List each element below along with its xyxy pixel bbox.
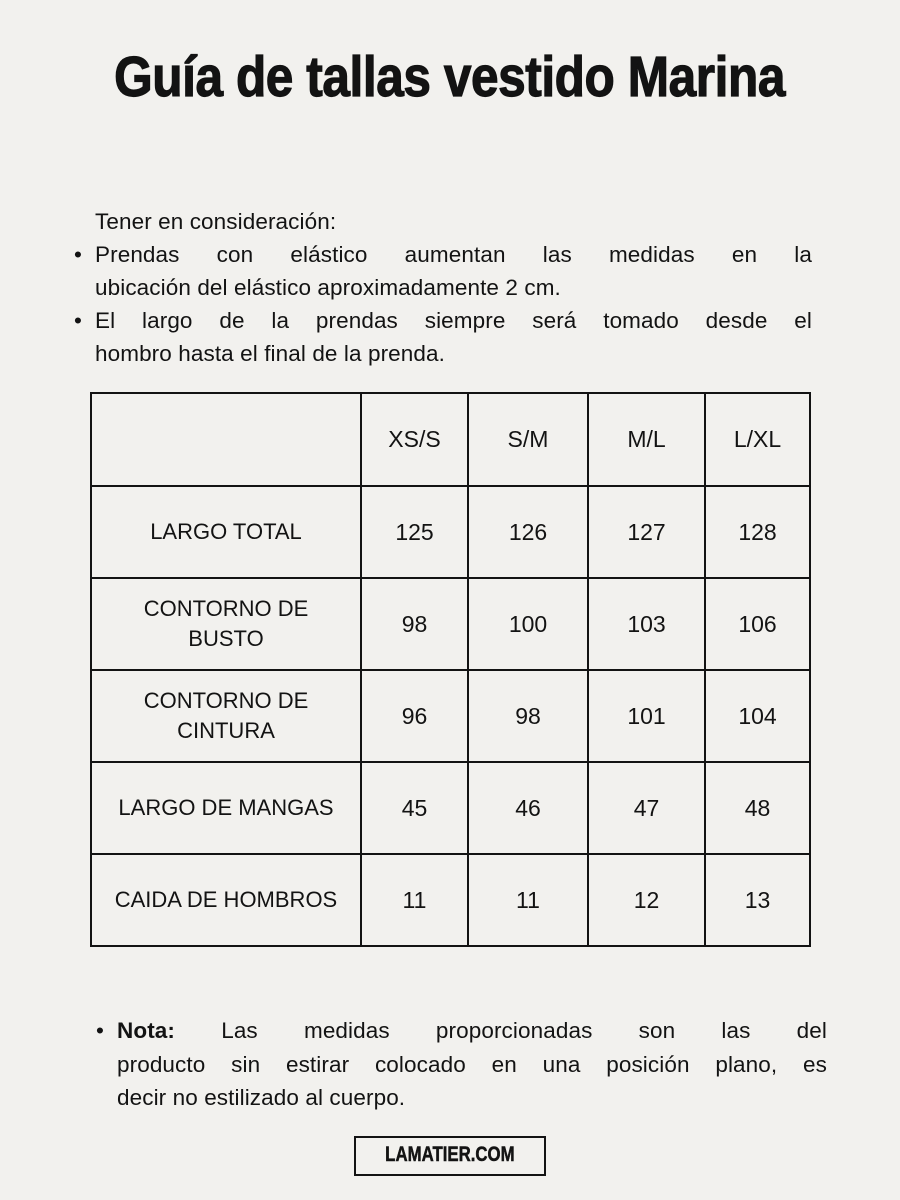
table-row xyxy=(91,854,810,946)
consideration-bullet-elastic xyxy=(72,238,812,304)
considerations-heading: Tener en consideración: xyxy=(95,209,337,234)
measurement-value: 11 xyxy=(468,854,588,946)
measurement-value: 47 xyxy=(588,762,705,854)
note-bullet xyxy=(94,1014,827,1115)
measurement-label: CONTORNO DE BUSTO xyxy=(91,578,361,670)
table-row xyxy=(91,578,810,670)
measurement-value: 100 xyxy=(468,578,588,670)
table-corner-cell xyxy=(91,393,361,486)
measurement-value: 11 xyxy=(361,854,468,946)
measurement-value: 13 xyxy=(705,854,810,946)
measurement-value: 98 xyxy=(361,578,468,670)
measurement-value: 46 xyxy=(468,762,588,854)
bullet-line: ubicación del elástico aproximadamente 2 cm. xyxy=(95,275,561,300)
table-row xyxy=(91,486,810,578)
measurement-label: LARGO TOTAL xyxy=(91,486,361,578)
note-line: decir no estilizado al cuerpo. xyxy=(117,1085,406,1110)
footer xyxy=(0,1136,900,1176)
measurement-value: 127 xyxy=(588,486,705,578)
measurement-value: 125 xyxy=(361,486,468,578)
bullet-line: • Prendas con elástico aumentan las medidas en la xyxy=(95,242,812,267)
note-section xyxy=(94,1014,827,1115)
measurement-value: 104 xyxy=(705,670,810,762)
page-title xyxy=(0,46,900,108)
measurement-value: 106 xyxy=(705,578,810,670)
bullet-line: • El largo de la prendas siempre será tomado desde el xyxy=(95,308,812,333)
note-text: Las medidas proporcionadas son las del xyxy=(221,1018,827,1043)
measurement-value: 98 xyxy=(468,670,588,762)
measurement-value: 12 xyxy=(588,854,705,946)
measurement-value: 96 xyxy=(361,670,468,762)
measurement-value: 128 xyxy=(705,486,810,578)
measurement-label: CONTORNO DE CINTURA xyxy=(91,670,361,762)
table-header-row xyxy=(91,393,810,486)
bullet-line: hombro hasta el final de la prenda. xyxy=(95,341,445,366)
size-table xyxy=(90,392,811,947)
size-column-header: S/M xyxy=(468,393,588,486)
measurement-label: CAIDA DE HOMBROS xyxy=(91,854,361,946)
brand-badge xyxy=(354,1136,546,1176)
note-label: Nota: xyxy=(117,1018,175,1043)
note-line: producto sin estirar colocado en una posición plano, es xyxy=(117,1051,827,1077)
table-row xyxy=(91,762,810,854)
brand-text: LAMATIER.COM xyxy=(385,1143,515,1166)
size-column-header: XS/S xyxy=(361,393,468,486)
measurement-value: 126 xyxy=(468,486,588,578)
consideration-bullet-length xyxy=(72,304,812,370)
measurement-value: 45 xyxy=(361,762,468,854)
measurement-value: 103 xyxy=(588,578,705,670)
size-column-header: L/XL xyxy=(705,393,810,486)
measurement-label: LARGO DE MANGAS xyxy=(91,762,361,854)
size-column-header: M/L xyxy=(588,393,705,486)
considerations-section xyxy=(72,205,812,370)
page-title-text: Guía de tallas vestido Marina xyxy=(114,45,786,109)
table-row xyxy=(91,670,810,762)
note-line xyxy=(117,1014,827,1048)
measurement-value: 101 xyxy=(588,670,705,762)
measurement-value: 48 xyxy=(705,762,810,854)
